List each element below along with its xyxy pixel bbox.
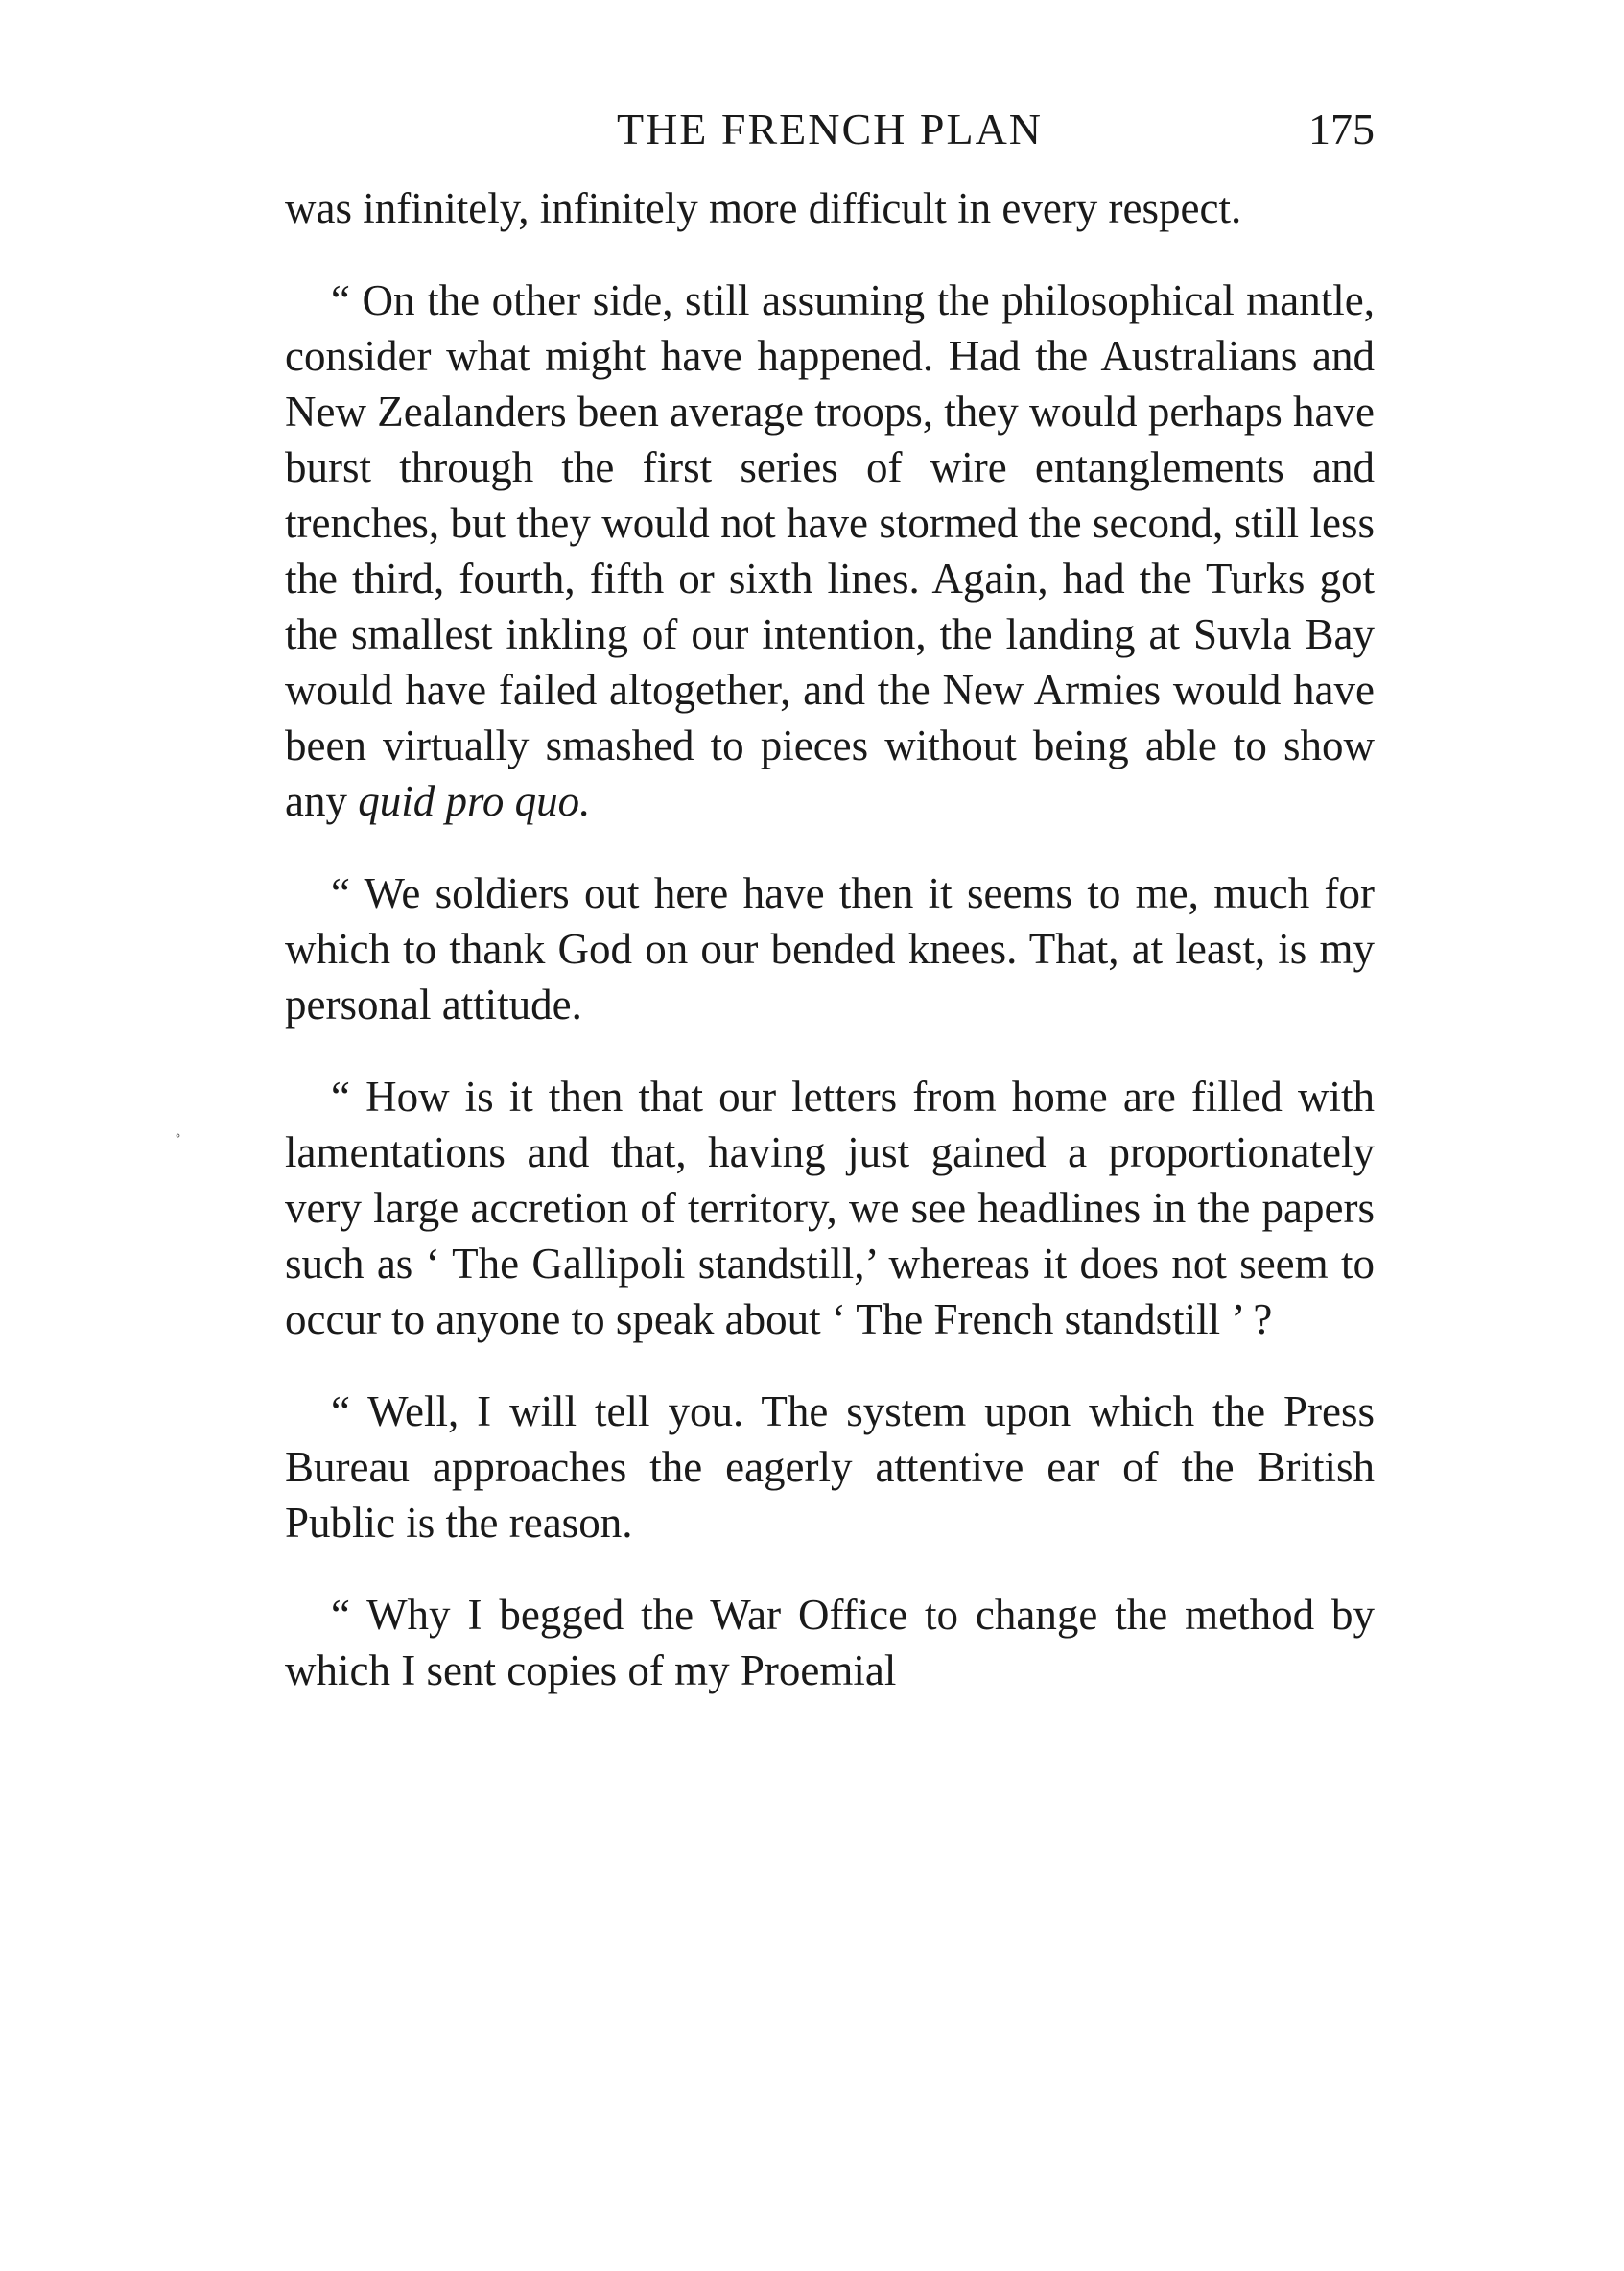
paragraph-2 [285,272,1375,829]
page-header [285,104,1375,161]
paragraph-5: “ Well, I will tell you. The system upon which the Press Bureau approaches the eagerly attentive ear of the British Public is the reason. [285,1387,1375,1547]
paragraph-4: “ How is it then that our letters from home are filled with lamentations and that, having just gained a proportionately very large accretion of territory, we see headlines in the papers such as ‘ The Gallipoli standstill,’ whereas it does not seem to occur to anyone to speak about ‘ The French standstill ’ ? [285,1073,1375,1343]
paragraph-6: “ Why I begged the War Office to change the method by which I sent copies of my Proemial [285,1591,1375,1694]
paragraph-3: “ We soldiers out here have then it seems to me, much for which to thank God on our bended knees. That, at least, is my personal attitude. [285,869,1375,1029]
body-text [285,180,1375,1735]
running-title: THE FRENCH PLAN [616,105,1044,154]
paragraph-2-text: “ On the other side, still assuming the philosophical mantle, consider what might have happened. Had the Australians and New Zealanders been average troops, they would perhaps have burst through the first series of wire entanglements and trenches, but they would not have stormed the second, still less the third, fourth, fifth or sixth lines. Again, had the Turks got the smallest inkling of our intention, the landing at Suvla Bay would have failed altogether, and the New Armies would have been virtually smashed to pieces without being able to show any [285,276,1375,825]
margin-mark: ˳ [175,1123,181,1138]
paragraph-2-italic-phrase: quid pro quo. [358,777,591,825]
page-number: 175 [1308,105,1375,154]
paragraph-1: was infinitely, infinitely more difficult in every respect. [285,184,1242,232]
